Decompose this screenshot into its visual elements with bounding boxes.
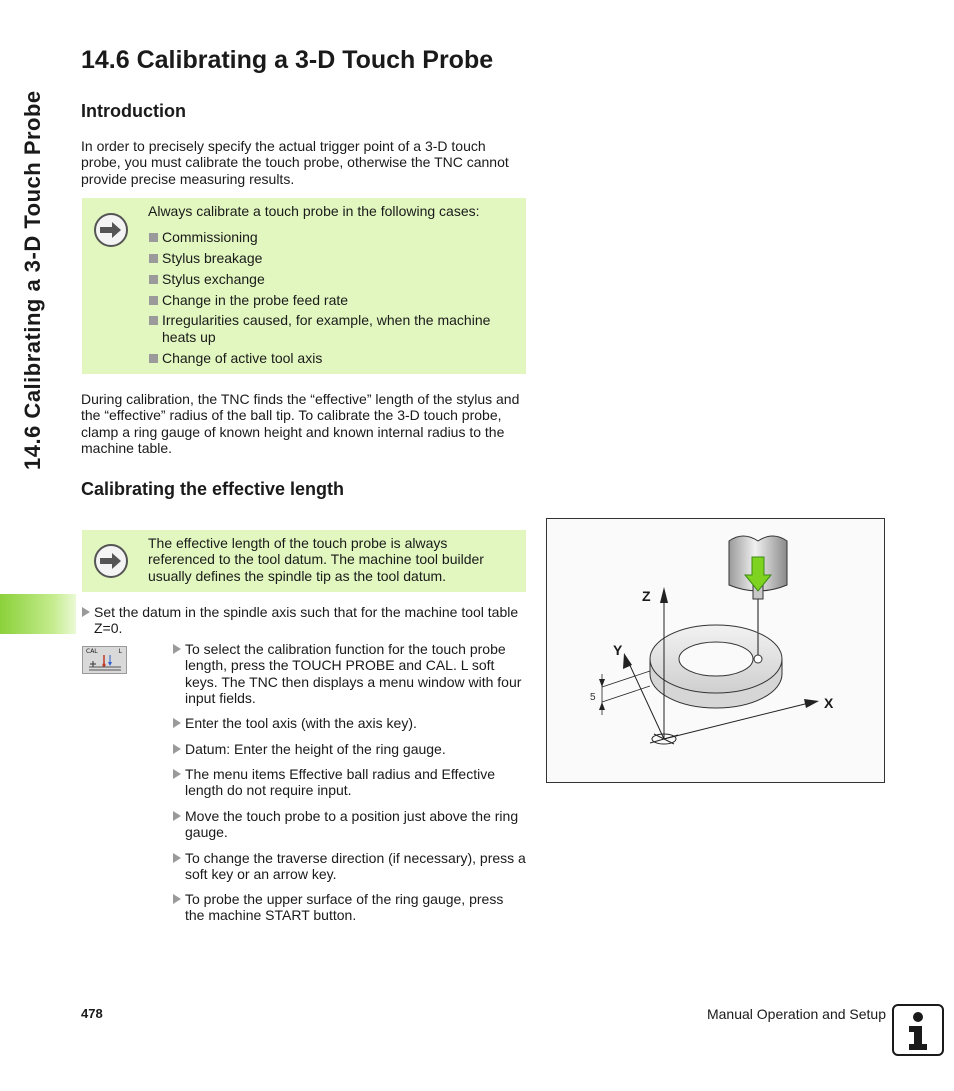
arrow-right-icon: [93, 543, 129, 579]
bullet-square-icon: [149, 254, 158, 263]
arrow-right-icon: [93, 212, 129, 248]
cal-l-softkey[interactable]: [82, 646, 127, 674]
bullet-square-icon: [149, 233, 158, 242]
step-item: Move the touch probe to a position just above the ring gauge.: [173, 808, 526, 841]
step-arrow-icon: [173, 811, 181, 821]
step-item: Enter the tool axis (with the axis key).: [173, 715, 526, 731]
step-arrow-icon: [173, 644, 181, 654]
step-arrow-icon: [173, 769, 181, 779]
list-item: Change of active tool axis: [148, 350, 516, 366]
step-arrow-icon: [173, 718, 181, 728]
page-number: 478: [81, 1006, 103, 1021]
page-title: 14.6 Calibrating a 3-D Touch Probe: [81, 46, 494, 74]
step-item: To probe the upper surface of the ring gauge, press the machine START button.: [173, 891, 526, 924]
calibration-paragraph: During calibration, the TNC finds the “effective” length of the stylus and the “effective” radius of the ball tip. To calibrate the 3-D touch probe, clamp a ring gauge of known height and known internal radius to the machine table.: [81, 391, 520, 456]
softkey-left-label: CAL: [86, 648, 98, 655]
step-arrow-icon: [173, 853, 181, 863]
calibration-cases-list: [148, 229, 516, 366]
intro-paragraph: In order to precisely specify the actual trigger point of a 3-D touch probe, you must calibrate the touch probe, otherwise the TNC cannot provide precise measuring results.: [81, 138, 509, 187]
info-icon: [892, 1004, 944, 1056]
step-item: To change the traverse direction (if necessary), press a soft key or an arrow key.: [173, 850, 526, 883]
ring-gauge-drawing: [547, 519, 884, 782]
step-item: The menu items Effective ball radius and Effective length do not require input.: [173, 766, 513, 799]
side-running-title: 14.6 Calibrating a 3-D Touch Probe: [20, 90, 45, 470]
height-dimension-label: 5: [590, 692, 596, 703]
side-chapter-tab: [0, 594, 76, 634]
note-box-calibration-cases: [82, 198, 526, 374]
axis-x-label: X: [824, 695, 834, 711]
bullet-square-icon: [149, 296, 158, 305]
step-arrow-icon: [173, 894, 181, 904]
section-heading-introduction: Introduction: [81, 101, 186, 121]
step-item: Datum: Enter the height of the ring gauge.: [173, 741, 526, 757]
section-heading-effective-length: Calibrating the effective length: [81, 479, 345, 499]
list-item: Commissioning: [148, 229, 516, 245]
step-item: Set the datum in the spindle axis such that for the machine tool table Z=0.: [82, 604, 526, 637]
bullet-square-icon: [149, 316, 158, 325]
list-item: Stylus breakage: [148, 250, 516, 266]
step-item: To select the calibration function for the touch probe length, press the TOUCH PROBE and CAL. L soft keys. The TNC then displays a menu window with four input fields.: [173, 641, 526, 706]
probe-calibration-icon: [83, 647, 126, 673]
bullet-square-icon: [149, 354, 158, 363]
list-item: Irregularities caused, for example, when the machine heats up: [148, 312, 498, 345]
list-item: Change in the probe feed rate: [148, 292, 516, 308]
ring-gauge-illustration: [546, 518, 885, 783]
note-lead-text: Always calibrate a touch probe in the following cases:: [148, 203, 480, 219]
list-item: Stylus exchange: [148, 271, 516, 287]
footer-chapter-title: Manual Operation and Setup: [706, 1006, 886, 1022]
step-arrow-icon: [173, 744, 181, 754]
axis-y-label: Y: [613, 642, 623, 658]
note-box-tool-datum: [82, 530, 526, 592]
axis-z-label: Z: [642, 588, 651, 604]
bullet-square-icon: [149, 275, 158, 284]
info-i-glyph-icon: [894, 1006, 942, 1054]
note-text: The effective length of the touch probe is always referenced to the tool datum. The machine tool builder usually defines the spindle tip as the tool datum.: [148, 535, 484, 584]
step-arrow-icon: [82, 607, 90, 617]
softkey-right-label: L: [118, 648, 122, 655]
